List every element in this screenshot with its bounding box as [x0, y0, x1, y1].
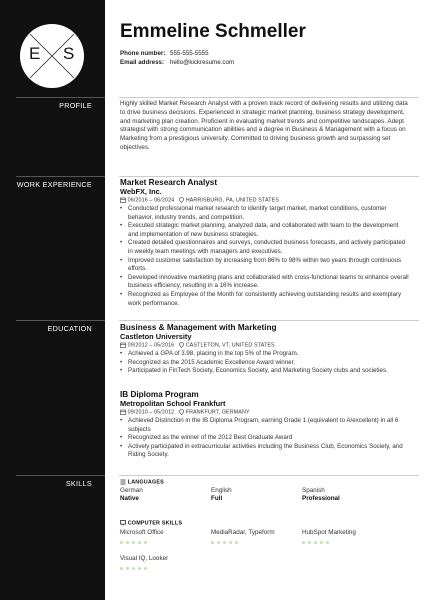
phone-value: 555-555-5555 [170, 50, 209, 57]
computer-skills-label: COMPUTER SKILLS [127, 520, 183, 527]
list-item: • Participated in FinTech Society, Economics Society, and Marketing Society clubs and societies. [120, 367, 410, 376]
computer-skill-name: Visual IQ, Looker [120, 555, 169, 562]
phone-label: Phone number: [120, 50, 166, 57]
list-item: • Improved customer satisfaction by increasing from 86% to 98% within two years through continuous efforts. [120, 257, 410, 274]
education-meta [120, 342, 275, 348]
sidebar-divider [16, 176, 105, 177]
section-label-education: EDUCATION [47, 324, 92, 333]
rating-dot [223, 541, 226, 544]
monogram-initial-first: E [29, 44, 41, 63]
location-pin-icon [179, 409, 184, 415]
skill-rating [120, 566, 150, 570]
rating-dot [302, 541, 305, 544]
education-bullets [120, 417, 410, 460]
monogram-avatar [20, 24, 84, 88]
sidebar-divider [16, 475, 105, 476]
rating-dot [126, 541, 129, 544]
email-label: Email address: [120, 59, 165, 66]
language-name: English [211, 487, 232, 494]
language-name: Spanish [302, 487, 325, 494]
email-line [120, 59, 234, 66]
skill-rating [120, 540, 150, 544]
monitor-icon [120, 520, 126, 526]
rating-dot [132, 541, 135, 544]
computer-skill-name: HubSpot Marketing [302, 529, 356, 536]
rating-dot [144, 567, 147, 570]
section-divider [119, 320, 419, 321]
section-divider [119, 475, 419, 476]
list-item: • Developed innovative marketing plans and collaborated with cross-functional teams to enhance overall business efficiency, resulting in a 16% increase. [120, 274, 410, 291]
calendar-icon [120, 197, 126, 203]
list-item: • Achieved Distinction in the IB Diploma Program, earning Grade 1 (equivalent to A/excellent) in all 6 subjects [120, 417, 410, 434]
section-divider [119, 97, 419, 98]
section-label-skills: SKILLS [65, 479, 92, 488]
rating-dot [235, 541, 238, 544]
calendar-icon [120, 409, 126, 415]
education-bullets [120, 350, 410, 376]
list-icon [120, 479, 126, 485]
degree-title: IB Diploma Program [120, 390, 199, 399]
sidebar-divider [16, 320, 105, 321]
languages-label: LANGUAGES [127, 479, 164, 486]
rating-dot [126, 567, 129, 570]
rating-dot [120, 541, 123, 544]
email-link[interactable]: hello@kickresume.com [170, 59, 235, 66]
school-name: Castleton University [120, 332, 192, 341]
list-item: • Recognized as the 2015 Academic Excellence Award winner. [120, 359, 410, 368]
rating-dot [132, 567, 135, 570]
location-pin-icon [179, 342, 184, 348]
rating-dot [308, 541, 311, 544]
education-meta [120, 409, 250, 415]
computer-skill-name: Microsoft Office [120, 529, 164, 536]
sidebar [0, 0, 105, 600]
language-level: Native [120, 495, 139, 502]
list-item: • Conducted professional market research to identify target market, market conditions, customer behavior, industry trends, and competition. [120, 205, 410, 222]
rating-dot [138, 541, 141, 544]
sidebar-divider [16, 97, 105, 98]
job-title: Market Research Analyst [120, 178, 218, 187]
language-level: Professional [302, 495, 340, 502]
job-meta [120, 197, 279, 203]
section-label-experience: WORK EXPERIENCE [16, 180, 92, 189]
location-pin-icon [179, 197, 184, 203]
languages-heading [120, 479, 164, 485]
calendar-icon [120, 342, 126, 348]
profile-summary: Highly skilled Market Research Analyst with a proven track record of delivering results and utilizing data to drive business decisions. Experienced in strategic market planning, business strategy development, and marketing plan creation. Proficient in evaluating market trends and competitive landscapes. Adept strategist with strong communication abilities and a degree in Business & Management with a focus on Marketing from a prestigious university. Committed to driving business growth and surpassing set objectives. [120, 100, 408, 151]
list-item: • Recognized as the winner of the 2012 Best Graduate Award [120, 434, 410, 443]
job-location: HARRISBURG, PA, UNITED STATES [185, 197, 280, 204]
rating-dot [314, 541, 317, 544]
rating-dot [138, 567, 141, 570]
job-bullets [120, 205, 410, 308]
rating-dot [120, 567, 123, 570]
job-dates: 06/2016 – 06/2024 [127, 197, 175, 204]
list-item: • Recognized as Employee of the Month for consistently achieving outstanding results and exemplary work performance. [120, 291, 410, 308]
monogram-initial-last: S [63, 44, 75, 63]
section-divider [119, 176, 419, 177]
section-label-profile: PROFILE [59, 101, 92, 110]
list-item: • Created detailed questionnaires and surveys, conducted business forecasts, and actively participated in weekly team meetings with managers and executives. [120, 239, 410, 256]
school-name: Metropolitan School Frankfurt [120, 399, 226, 408]
computer-skill-name: MediaRadar, Typeform [211, 529, 275, 536]
rating-dot [217, 541, 220, 544]
rating-dot [320, 541, 323, 544]
skill-rating [211, 540, 241, 544]
list-item: • Executed strategic market planning, analyzed data, and collaborated with team to the development and implementation of new business strategies. [120, 222, 410, 239]
phone-line [120, 50, 209, 57]
main-content [105, 0, 424, 600]
education-dates: 09/2010 – 05/2012 [127, 409, 175, 416]
rating-dot [326, 541, 329, 544]
language-level: Full [211, 495, 223, 502]
degree-title: Business & Management with Marketing [120, 323, 277, 332]
language-name: German [120, 487, 143, 494]
rating-dot [211, 541, 214, 544]
education-location: CASTLETON, VT, UNITED STATES [185, 342, 275, 349]
rating-dot [144, 541, 147, 544]
rating-dot [229, 541, 232, 544]
list-item: • Achieved a GPA of 3.98, placing in the top 5% of the Program. [120, 350, 410, 359]
candidate-name: Emmeline Schmeller [120, 21, 306, 42]
computer-skills-heading [120, 520, 182, 526]
job-company: WebFX, Inc. [120, 187, 162, 196]
list-item: • Actively participated in extracurricular activities including the Business Club, Economics Society, and Riding Society. [120, 443, 410, 460]
education-dates: 09/2012 – 05/2016 [127, 342, 175, 349]
education-location: FRANKFURT, GERMANY [185, 409, 250, 416]
skill-rating [302, 540, 332, 544]
